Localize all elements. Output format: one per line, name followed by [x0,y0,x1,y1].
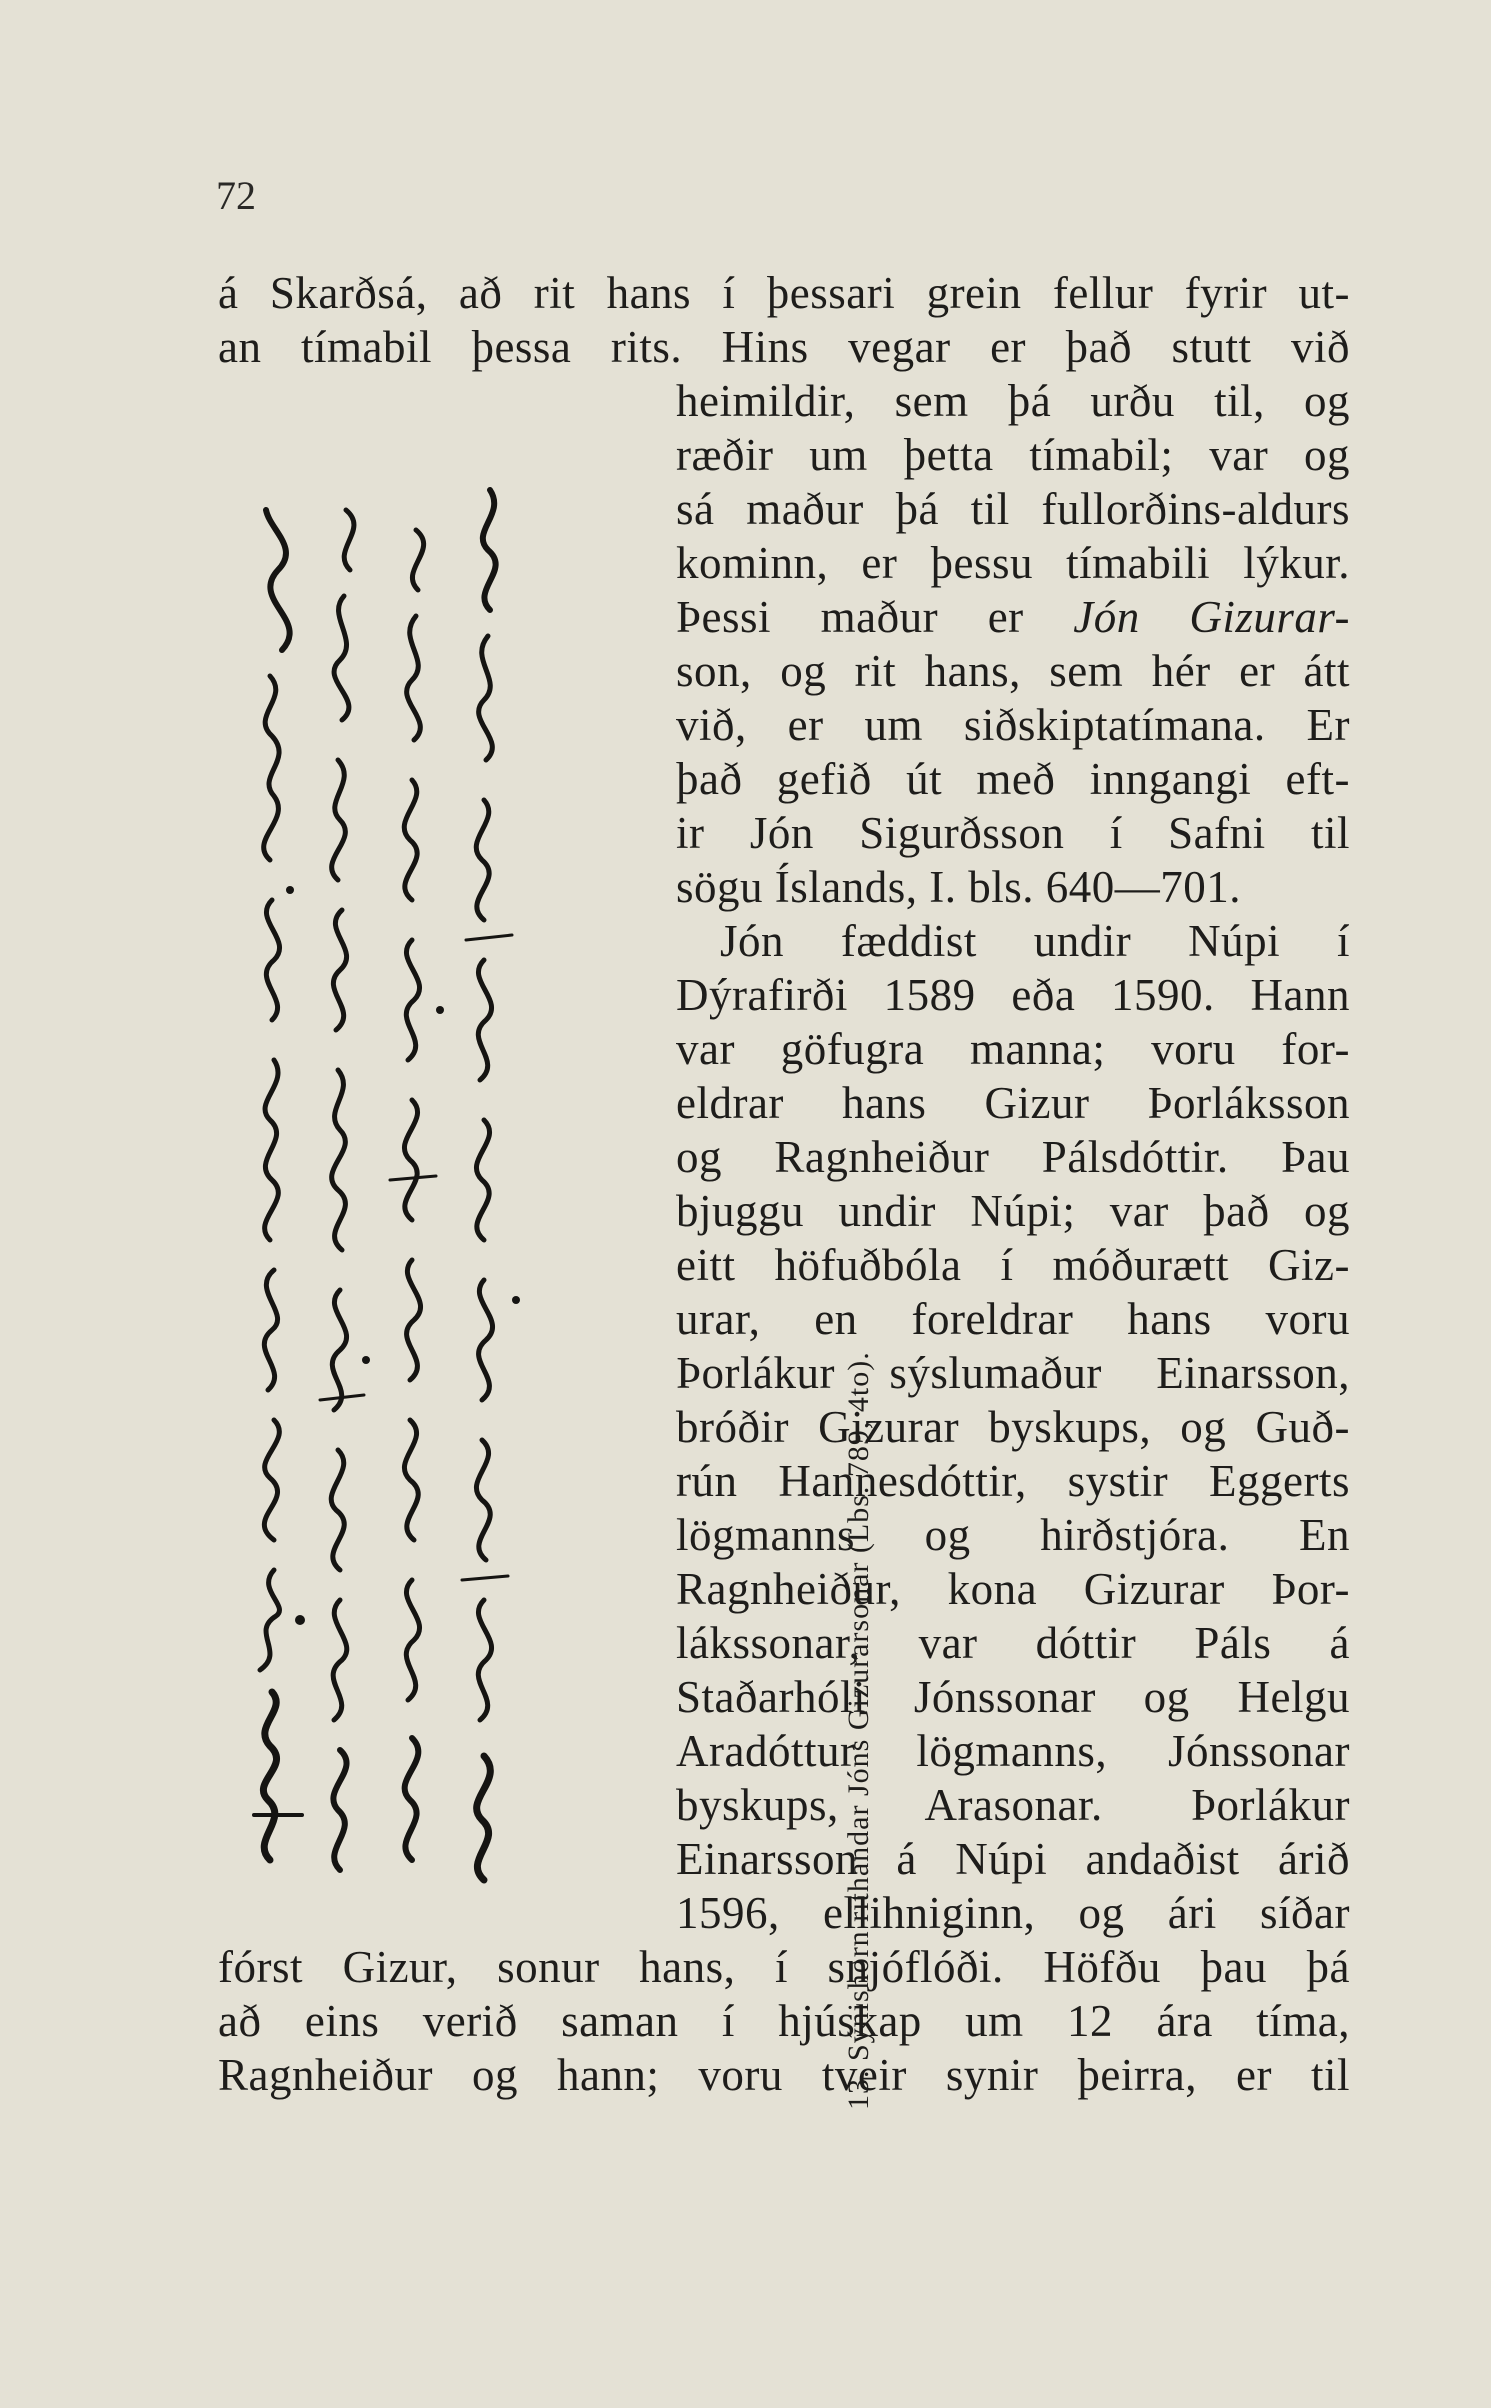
text-line: Aradóttur lögmanns, Jónssonar [676,1726,1350,1776]
text-line: það gefið út með inngangi eft- [676,754,1350,804]
text-line: bjuggu undir Núpi; var það og [676,1186,1350,1236]
text-line: lögmanns og hirðstjóra. En [676,1510,1350,1560]
text-line: ir Jón Sigurðsson í Safni til [676,808,1350,858]
text-line: kominn, er þessu tímabili lýkur. [676,538,1350,588]
text-line: ræðir um þetta tímabil; var og [676,430,1350,480]
text-line: á Skarðsá, að rit hans í þessari grein fellur fyrir ut- [218,268,1350,318]
text-line: Dýrafirði 1589 eða 1590. Hann [676,970,1350,1020]
text-line: eitt höfuðbóla í móðurætt Giz- [676,1240,1350,1290]
text-line: Ragnheiður og hann; voru tveir synir þeirra, er til [218,2050,1350,2100]
text-line: að eins verið saman í hjúskap um 12 ára tíma, [218,1996,1350,2046]
text-line: Staðarhóli Jónssonar og Helgu [676,1672,1350,1722]
text-line: Jón fæddist undir Núpi í [720,916,1350,966]
text-line: Einarsson á Núpi andaðist árið [676,1834,1350,1884]
text-line: og Ragnheiður Pálsdóttir. Þau [676,1132,1350,1182]
text-line: rún Hannesdóttir, systir Eggerts [676,1456,1350,1506]
handwriting-sample-image [230,420,650,1900]
text-line: lákssonar, var dóttir Páls á [676,1618,1350,1668]
text-line: byskups, Arasonar. Þorlákur [676,1780,1350,1830]
text-line: an tímabil þessa rits. Hins vegar er það stutt við [218,322,1350,372]
text-line: Þorlákur sýslumaður Einarsson, [676,1348,1350,1398]
text-line: 1596, ellihniginn, og ári síðar [676,1888,1350,1938]
text-line: bróðir Gizurar byskups, og Guð- [676,1402,1350,1452]
text-line: heimildir, sem þá urðu til, og [676,376,1350,426]
text-line: sá maður þá til fullorðins-aldurs [676,484,1350,534]
text-line: við, er um siðskiptatímana. Er [676,700,1350,750]
text-line: urar, en foreldrar hans voru [676,1294,1350,1344]
page-number: 72 [216,173,256,218]
text-line: Ragnheiður, kona Gizurar Þor- [676,1564,1350,1614]
text-line-with-name [676,590,1350,644]
text-segment: Þessi maður er [676,592,1074,642]
person-name: Jón Gizurar- [1073,592,1350,642]
text-line: fórst Gizur, sonur hans, í snjóflóði. Höfðu þau þá [218,1942,1350,1992]
text-line: sögu Íslands, I. bls. 640—701. [676,862,1241,912]
text-line: var göfugra manna; voru for- [676,1024,1350,1074]
figure-caption: 13. Sýnishorn rithandar Jóns Gizurarsonar (Lbs. 789, 4to). [842,1351,875,2110]
text-line: son, og rit hans, sem hér er átt [676,646,1350,696]
text-line: eldrar hans Gizur Þorláksson [676,1078,1350,1128]
